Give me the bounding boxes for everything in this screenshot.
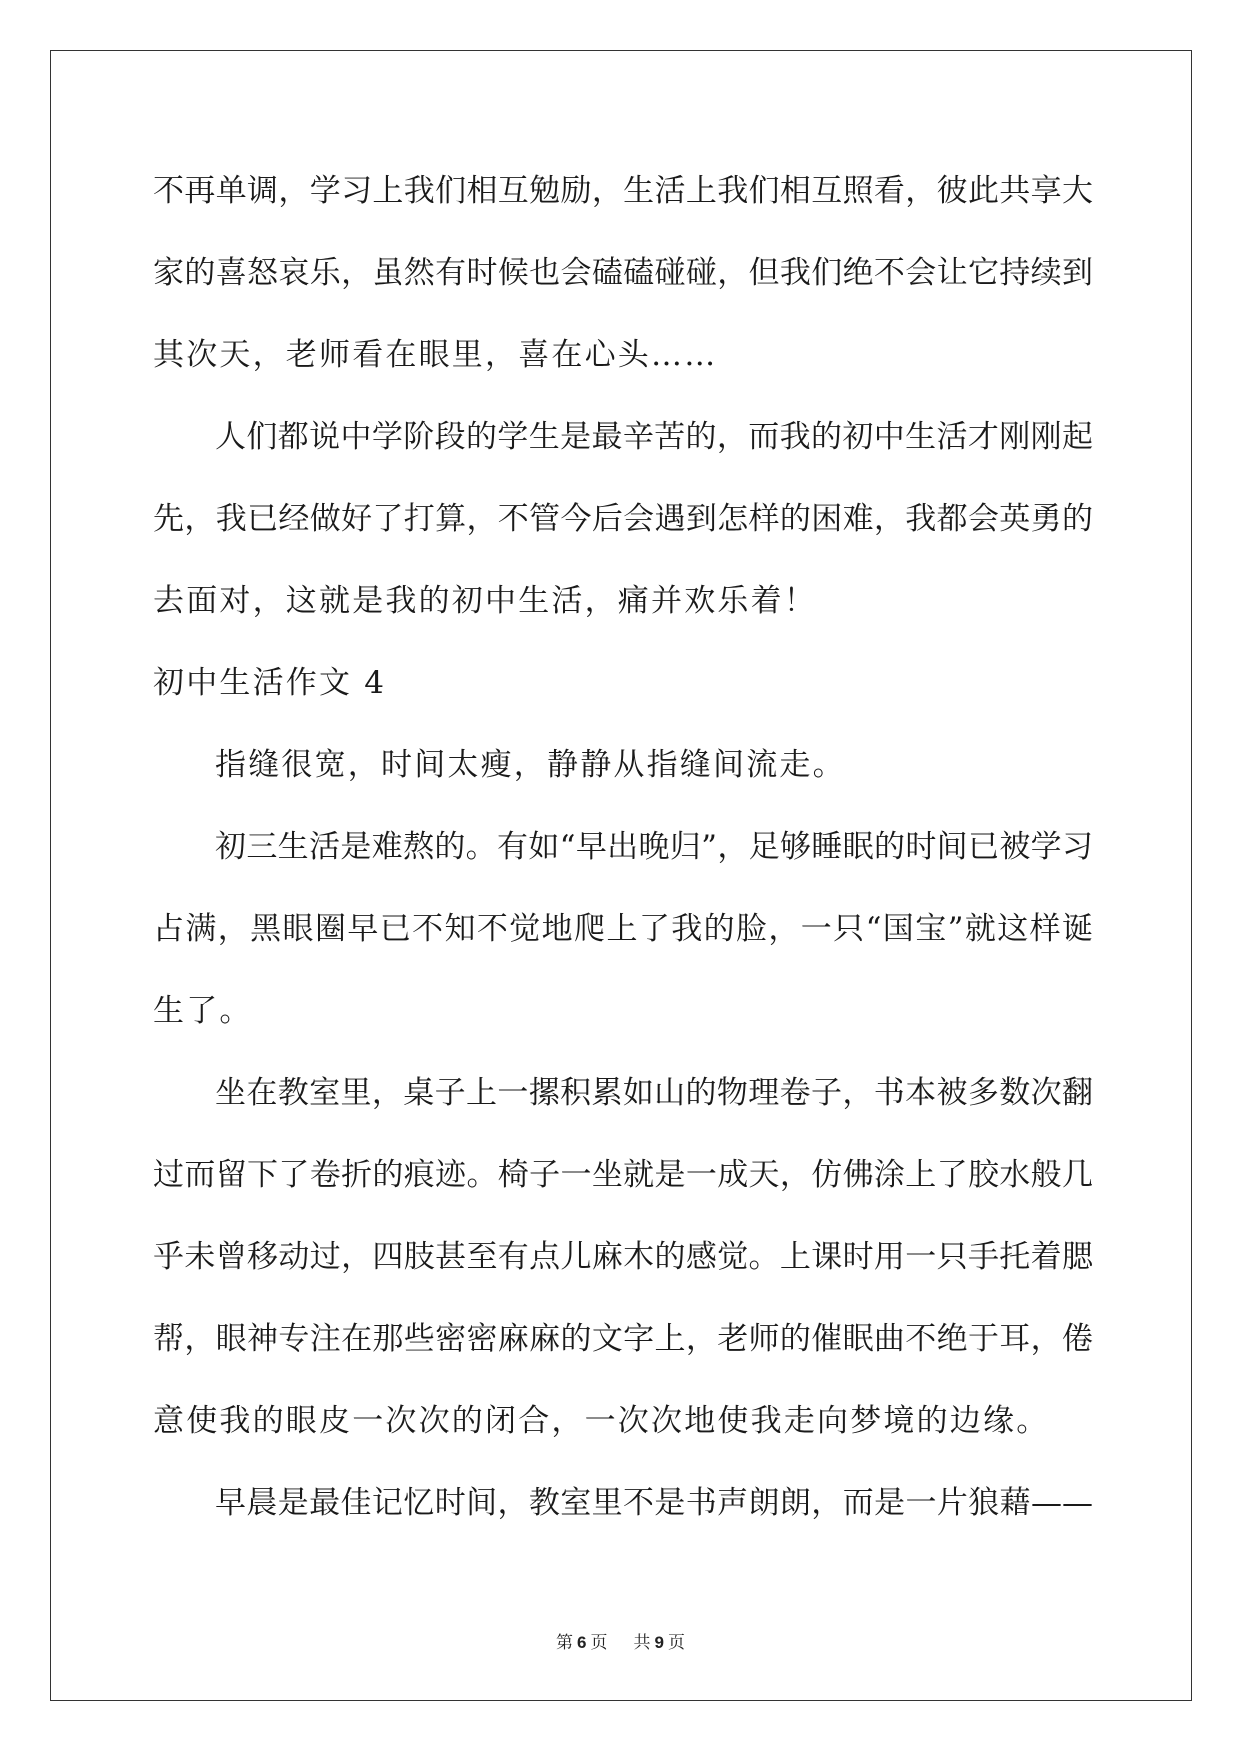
footer-current-page: 6	[577, 1633, 587, 1652]
text-line: 过而留下了卷折的痕迹。椅子一坐就是一成天，仿佛涂上了胶水般几	[153, 1157, 1093, 1193]
document-body	[153, 160, 1093, 1554]
text-line: 其次天，老师看在眼里，喜在心头……	[153, 337, 718, 373]
text-line: 初三生活是难熬的。有如“早出晚归”，足够睡眠的时间已被学习	[215, 829, 1093, 865]
text-line: 不再单调，学习上我们相互勉励，生活上我们相互照看，彼此共享大	[153, 173, 1093, 209]
text-line: 坐在教室里，桌子上一摞积累如山的物理卷子，书本被多数次翻	[215, 1075, 1093, 1111]
page-footer	[0, 1628, 1241, 1653]
footer-page-suffix: 页	[590, 1633, 608, 1653]
text-line: 人们都说中学阶段的学生是最辛苦的，而我的初中生活才刚刚起	[215, 419, 1093, 455]
text-line: 帮，眼神专注在那些密密麻麻的文字上，老师的催眠曲不绝于耳，倦	[153, 1321, 1093, 1357]
text-line: 占满，黑眼圈早已不知不觉地爬上了我的脸，一只“国宝”就这样诞	[153, 911, 1093, 947]
text-line: 指缝很宽，时间太瘦，静静从指缝间流走。	[215, 747, 846, 783]
footer-total-pages: 9	[654, 1633, 664, 1652]
text-line: 先，我已经做好了打算，不管今后会遇到怎样的困难，我都会英勇的	[153, 501, 1093, 537]
text-line: 生了。	[153, 993, 253, 1029]
text-line: 意使我的眼皮一次次的闭合，一次次地使我走向梦境的边缘。	[153, 1403, 1050, 1439]
footer-page-prefix: 第	[556, 1633, 574, 1653]
text-line: 初中生活作文 4	[153, 665, 387, 701]
footer-total-prefix: 共	[633, 1633, 651, 1653]
text-line: 家的喜怒哀乐，虽然有时候也会磕磕碰碰，但我们绝不会让它持续到	[153, 255, 1093, 291]
text-line: 去面对，这就是我的初中生活，痛并欢乐着！	[153, 583, 817, 619]
text-line: 早晨是最佳记忆时间，教室里不是书声朗朗，而是一片狼藉——	[215, 1485, 1093, 1521]
footer-total-suffix: 页	[667, 1633, 685, 1653]
text-line: 乎未曾移动过，四肢甚至有点儿麻木的感觉。上课时用一只手托着腮	[153, 1239, 1093, 1275]
